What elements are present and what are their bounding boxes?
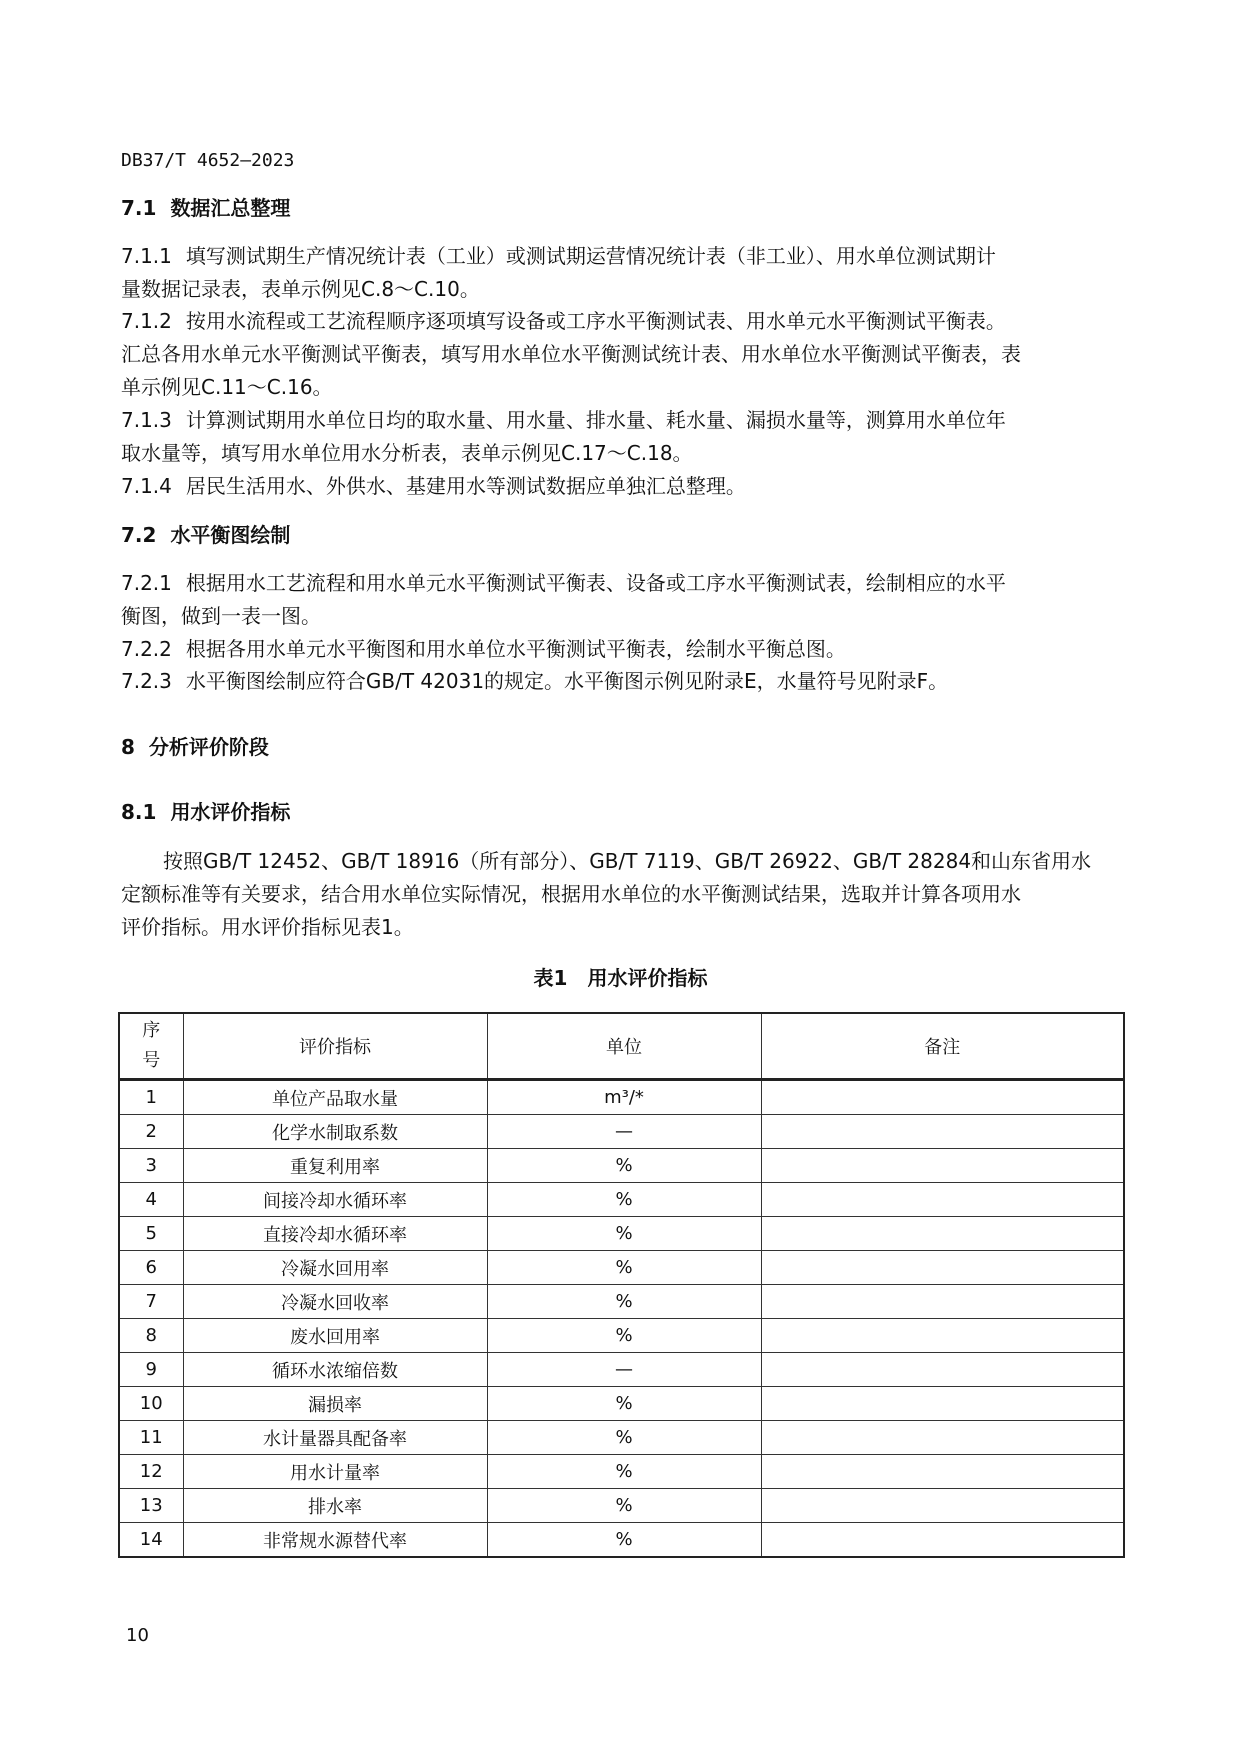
indicator-name: 间接冷却水循环率: [183, 1183, 487, 1217]
section-title: 数据汇总整理: [170, 196, 291, 220]
indicator-name: 水计量器具配备率: [183, 1421, 487, 1455]
clause-line: [121, 470, 1106, 503]
remarks: [761, 1217, 1124, 1251]
table-row: [119, 1285, 1124, 1319]
table-row: [119, 1319, 1124, 1353]
remarks: [761, 1149, 1124, 1183]
remarks: [761, 1115, 1124, 1149]
paragraph-line: 定额标准等有关要求，结合用水单位实际情况，根据用水单位的水平衡测试结果，选取并计算各项用水: [121, 882, 1021, 906]
remarks: [761, 1523, 1124, 1558]
table-header-row: [119, 1013, 1124, 1080]
column-header-unit: 单位: [487, 1013, 761, 1080]
clause-number: 7.2.2: [121, 637, 172, 661]
clause-line: [121, 665, 1106, 698]
remarks: [761, 1353, 1124, 1387]
indicator-name: 非常规水源替代率: [183, 1523, 487, 1558]
table-row: [119, 1115, 1124, 1149]
table-row: [119, 1353, 1124, 1387]
column-header-remarks: 备注: [761, 1013, 1124, 1080]
row-index: 8: [119, 1319, 183, 1353]
row-index: 4: [119, 1183, 183, 1217]
section-8-1-heading: [121, 796, 1106, 829]
unit: %: [487, 1149, 761, 1183]
paragraph-8-1: [121, 845, 1106, 944]
indicator-name: 单位产品取水量: [183, 1080, 487, 1115]
evaluation-indicator-table: [118, 1012, 1125, 1558]
table-row: [119, 1489, 1124, 1523]
unit: %: [487, 1285, 761, 1319]
page-number: 10: [126, 1625, 149, 1646]
clause-line: 单示例见C.11～C.16。: [121, 375, 333, 399]
indicator-name: 排水率: [183, 1489, 487, 1523]
paragraph-line: 按照GB/T 12452、GB/T 18916（所有部分）、GB/T 7119、GB/T 26922、GB/T 28284和山东省用水: [163, 849, 1092, 873]
unit: %: [487, 1251, 761, 1285]
unit: %: [487, 1489, 761, 1523]
row-index: 12: [119, 1455, 183, 1489]
unit: %: [487, 1319, 761, 1353]
indicator-name: 化学水制取系数: [183, 1115, 487, 1149]
indicator-name: 冷凝水回收率: [183, 1285, 487, 1319]
clause-text: 根据用水工艺流程和用水单元水平衡测试平衡表、设备或工序水平衡测试表，绘制相应的水平: [185, 571, 1006, 595]
clause-line: 量数据记录表，表单示例见C.8～C.10。: [121, 277, 480, 301]
unit: %: [487, 1523, 761, 1558]
clause-number: 7.2.3: [121, 669, 172, 693]
remarks: [761, 1285, 1124, 1319]
indicator-name: 重复利用率: [183, 1149, 487, 1183]
section-number: 7.2: [121, 523, 157, 547]
column-header-index: 序号: [119, 1013, 183, 1080]
remarks: [761, 1455, 1124, 1489]
section-number: 8: [121, 735, 135, 759]
remarks: [761, 1489, 1124, 1523]
clause-7-1-2: [121, 305, 1106, 404]
unit: —: [487, 1115, 761, 1149]
clause-text: 填写测试期生产情况统计表（工业）或测试期运营情况统计表（非工业）、用水单位测试期计: [185, 244, 996, 268]
clause-line: 取水量等，填写用水单位用水分析表，表单示例见C.17～C.18。: [121, 441, 693, 465]
row-index: 13: [119, 1489, 183, 1523]
table-row: [119, 1149, 1124, 1183]
row-index: 1: [119, 1080, 183, 1115]
clause-7-2-1: [121, 567, 1106, 633]
unit: %: [487, 1421, 761, 1455]
section-number: 7.1: [121, 196, 157, 220]
column-header-indicator: 评价指标: [183, 1013, 487, 1080]
indicator-name: 冷凝水回用率: [183, 1251, 487, 1285]
clause-line: [121, 404, 1106, 437]
table-row: [119, 1421, 1124, 1455]
table-row: [119, 1387, 1124, 1421]
clause-number: 7.1.1: [121, 244, 172, 268]
row-index: 11: [119, 1421, 183, 1455]
table-row: [119, 1523, 1124, 1558]
paragraph-line: 评价指标。用水评价指标见表1。: [121, 915, 414, 939]
clause-line: 衡图，做到一表一图。: [121, 604, 321, 628]
remarks: [761, 1421, 1124, 1455]
document-code-header: DB37/T 4652—2023: [121, 150, 295, 171]
clause-7-2-2: [121, 633, 1106, 666]
clause-line: [121, 567, 1106, 600]
unit: —: [487, 1353, 761, 1387]
clause-line: [121, 633, 1106, 666]
clause-7-1-1: [121, 240, 1106, 306]
row-index: 9: [119, 1353, 183, 1387]
indicator-name: 废水回用率: [183, 1319, 487, 1353]
indicator-name: 循环水浓缩倍数: [183, 1353, 487, 1387]
section-title: 用水评价指标: [170, 800, 291, 824]
unit: %: [487, 1455, 761, 1489]
clause-number: 7.1.2: [121, 309, 172, 333]
indicator-name: 漏损率: [183, 1387, 487, 1421]
clause-text: 计算测试期用水单位日均的取水量、用水量、排水量、耗水量、漏损水量等，测算用水单位年: [185, 408, 1006, 432]
row-index: 6: [119, 1251, 183, 1285]
clause-text: 居民生活用水、外供水、基建用水等测试数据应单独汇总整理。: [185, 474, 746, 498]
section-7-2-heading: [121, 519, 1106, 552]
section-7-1-heading: [121, 192, 1106, 225]
clause-7-1-4: [121, 470, 1106, 503]
clause-text: 按用水流程或工艺流程顺序逐项填写设备或工序水平衡测试表、用水单元水平衡测试平衡表。: [185, 309, 1006, 333]
table-row: [119, 1455, 1124, 1489]
clause-number: 7.2.1: [121, 571, 172, 595]
unit: %: [487, 1183, 761, 1217]
clause-number: 7.1.3: [121, 408, 172, 432]
row-index: 2: [119, 1115, 183, 1149]
row-index: 14: [119, 1523, 183, 1558]
clause-number: 7.1.4: [121, 474, 172, 498]
table-title: 表1 用水评价指标: [533, 966, 708, 990]
table-row: [119, 1183, 1124, 1217]
clause-7-2-3: [121, 665, 1106, 698]
row-index: 10: [119, 1387, 183, 1421]
chapter-8-heading: [121, 731, 1106, 764]
unit: %: [487, 1387, 761, 1421]
clause-line: [121, 240, 1106, 273]
unit: %: [487, 1217, 761, 1251]
remarks: [761, 1183, 1124, 1217]
remarks: [761, 1080, 1124, 1115]
section-title: 分析评价阶段: [148, 735, 269, 759]
section-number: 8.1: [121, 800, 157, 824]
table-row: [119, 1080, 1124, 1115]
clause-text: 根据各用水单元水平衡图和用水单位水平衡测试平衡表，绘制水平衡总图。: [185, 637, 846, 661]
row-index: 7: [119, 1285, 183, 1319]
indicator-name: 用水计量率: [183, 1455, 487, 1489]
unit: m³/*: [487, 1080, 761, 1115]
table-row: [119, 1217, 1124, 1251]
remarks: [761, 1319, 1124, 1353]
clause-line: [121, 305, 1106, 338]
row-index: 5: [119, 1217, 183, 1251]
table-row: [119, 1251, 1124, 1285]
indicator-name: 直接冷却水循环率: [183, 1217, 487, 1251]
remarks: [761, 1387, 1124, 1421]
remarks: [761, 1251, 1124, 1285]
clause-text: 水平衡图绘制应符合GB/T 42031的规定。水平衡图示例见附录E，水量符号见附录F。: [185, 669, 949, 693]
section-title: 水平衡图绘制: [170, 523, 291, 547]
clause-7-1-3: [121, 404, 1106, 470]
row-index: 3: [119, 1149, 183, 1183]
clause-line: 汇总各用水单元水平衡测试平衡表，填写用水单位水平衡测试统计表、用水单位水平衡测试平衡表，表: [121, 342, 1021, 366]
